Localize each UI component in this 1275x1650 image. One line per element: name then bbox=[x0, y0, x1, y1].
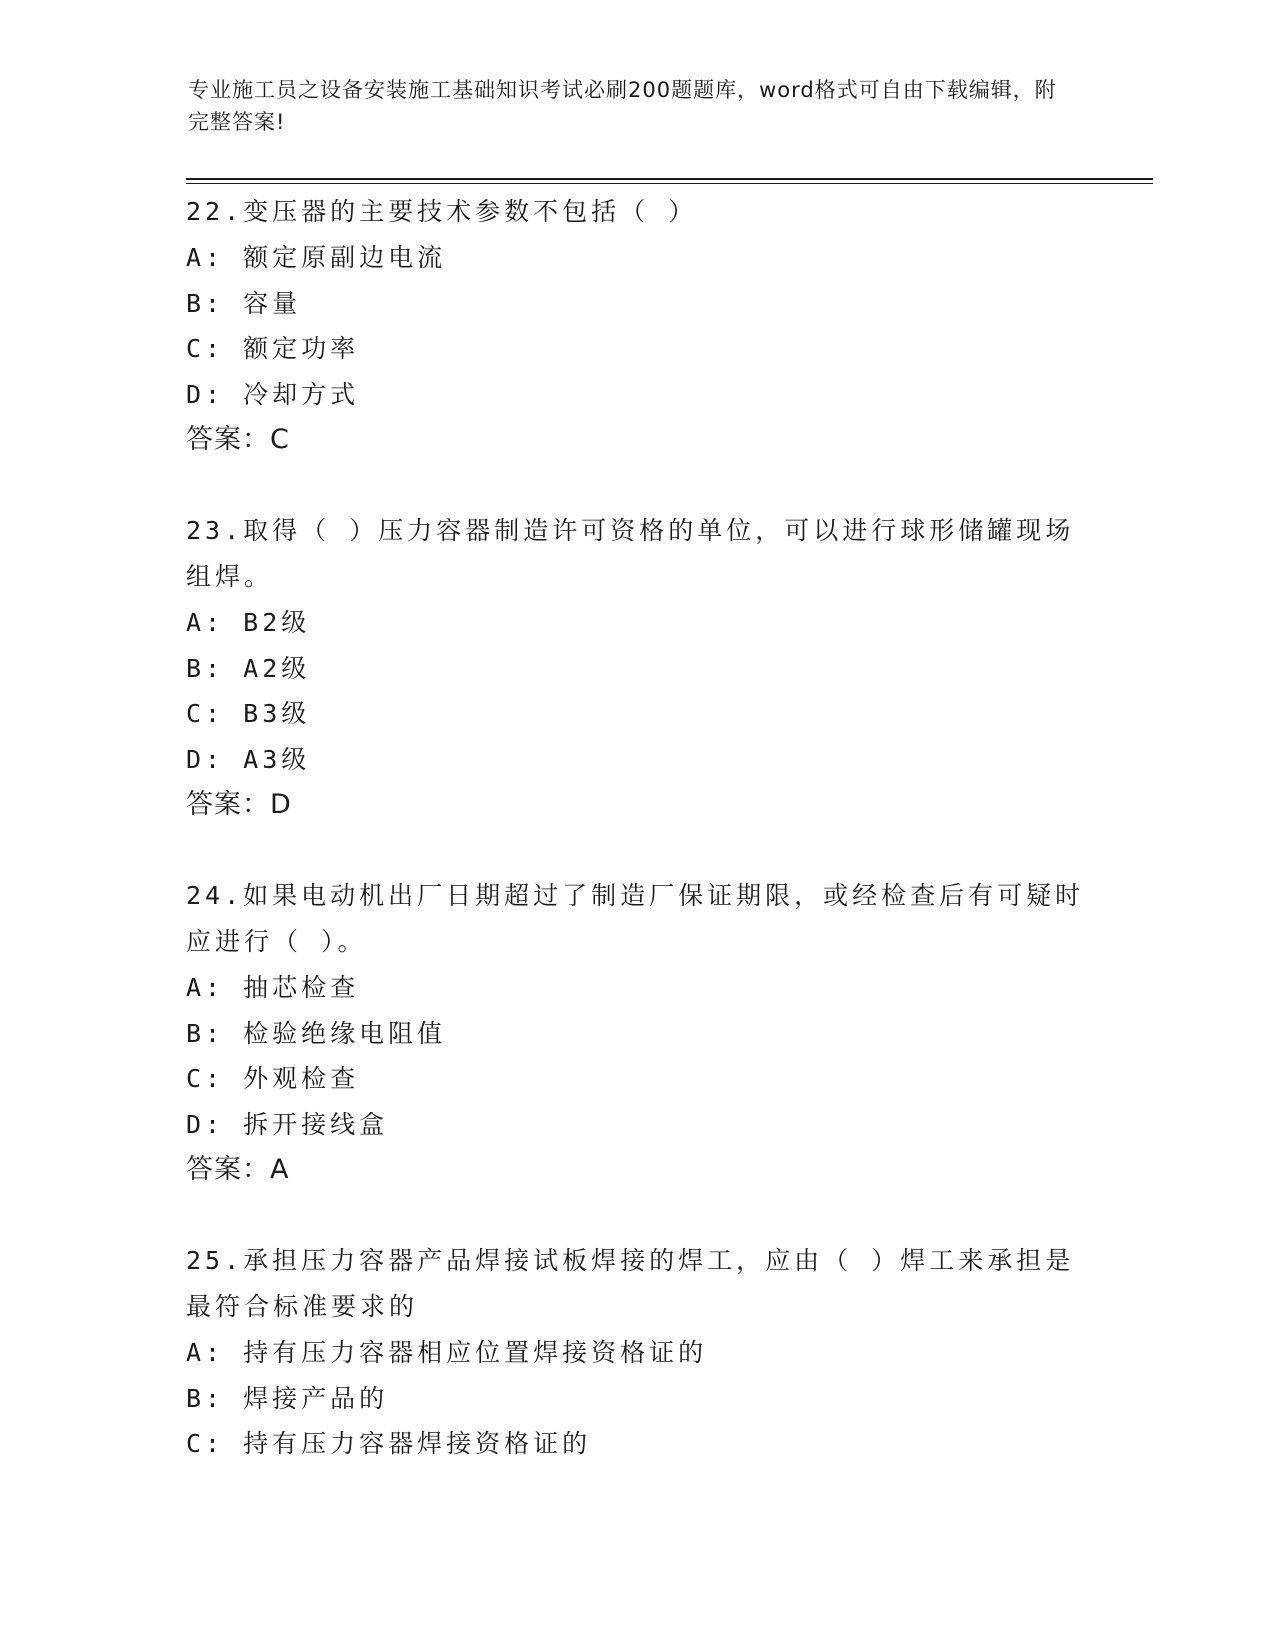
option-a: A: 持有压力容器相应位置焊接资格证的 bbox=[186, 1338, 708, 1367]
option-a: A: 额定原副边电流 bbox=[186, 243, 447, 272]
option-c: C: 额定功率 bbox=[186, 334, 360, 363]
option-c: C: 外观检查 bbox=[186, 1064, 360, 1093]
question-text: 23.取得（ ）压力容器制造许可资格的单位，可以进行球形储罐现场组焊。 bbox=[186, 516, 1075, 591]
option-d: D: 拆开接线盒 bbox=[186, 1109, 389, 1139]
question-text: 24.如果电动机出厂日期超过了制造厂保证期限，或经检查后有可疑时应进行（ ）。 bbox=[186, 881, 1085, 956]
answer: 答案：D bbox=[186, 789, 292, 820]
header-divider-thick bbox=[186, 178, 1153, 180]
question-24 bbox=[186, 873, 1086, 1193]
answer: 答案：A bbox=[186, 1154, 290, 1185]
header-divider-thin bbox=[186, 183, 1153, 184]
document-header bbox=[188, 74, 1068, 138]
option-a: A: 抽芯检查 bbox=[186, 973, 360, 1002]
question-25 bbox=[186, 1238, 1086, 1467]
option-b: B: A2级 bbox=[186, 653, 311, 683]
option-b: B: 焊接产品的 bbox=[186, 1383, 389, 1413]
option-a: A: B2级 bbox=[186, 608, 311, 637]
option-d: D: A3级 bbox=[186, 744, 311, 774]
question-text: 22.变压器的主要技术参数不包括（ ） bbox=[186, 197, 698, 226]
header-title: 专业施工员之设备安装施工基础知识考试必刷200题题库，word格式可自由下载编辑，附完整答案! bbox=[188, 78, 1057, 134]
question-22 bbox=[186, 189, 1086, 463]
question-23 bbox=[186, 508, 1086, 828]
answer: 答案：C bbox=[186, 424, 290, 455]
option-b: B: 检验绝缘电阻值 bbox=[186, 1018, 447, 1048]
question-text: 25.承担压力容器产品焊接试板焊接的焊工，应由（ ）焊工来承担是最符合标准要求的 bbox=[186, 1246, 1075, 1321]
option-c: C: B3级 bbox=[186, 699, 311, 728]
option-d: D: 冷却方式 bbox=[186, 379, 360, 409]
option-c: C: 持有压力容器焊接资格证的 bbox=[186, 1429, 592, 1458]
option-b: B: 容量 bbox=[186, 288, 302, 318]
question-list bbox=[186, 189, 1086, 1512]
